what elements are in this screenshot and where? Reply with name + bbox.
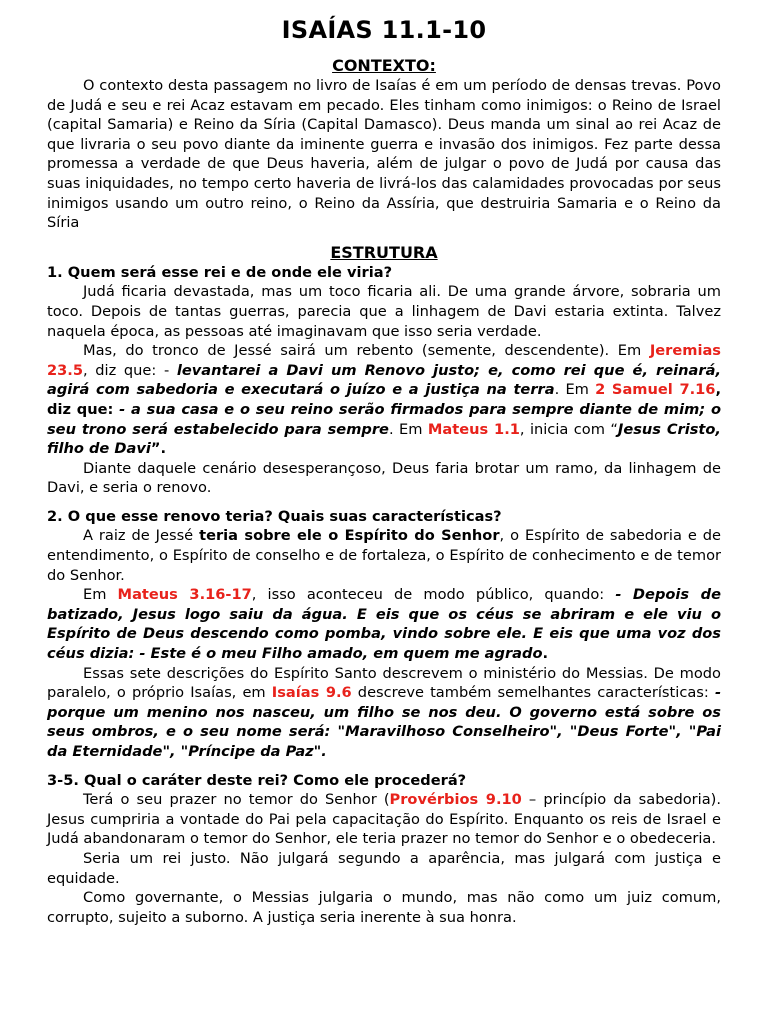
section-2-paragraph-1 — [47, 526, 721, 585]
quote: - Depois de batizado, Jesus logo saiu da água. E eis que os céus se abriram e ele viu o Espírito de Deus descendo como pomba, vindo sobre ele. E eis que uma voz dos céus dizia: - Este é o meu Filho amado, em quem me agrado — [47, 586, 721, 663]
text: , diz que: - — [83, 361, 177, 379]
quote: - a sua casa e o seu reino serão firmados para sempre diante de mim; o seu trono será estabelecido para sempre — [47, 400, 721, 438]
quote: Jesus Cristo, filho de Davi — [47, 420, 721, 458]
text: , o Espírito de sabedoria e de entendimento, o Espírito de conselho e de fortaleza, o Espírito de conhecimento e de temor do Senhor. — [47, 527, 721, 584]
bible-reference-isaias: Isaías 9.6 — [271, 684, 352, 702]
estrutura-heading: ESTRUTURA — [330, 242, 438, 262]
text: , diz que: — [47, 381, 722, 418]
page-title: ISAÍAS 11.1-10 — [281, 16, 487, 44]
bible-reference-proverbios: Provérbios 9.10 — [389, 791, 522, 809]
text: descreve também semelhantes características: — [351, 684, 715, 702]
contexto-paragraph: O contexto desta passagem no livro de Isaías é em um período de densas trevas. Povo de Judá e seu e rei Acaz estavam em pecado. Eles tinham como inimigos: o Reino de Israel (capital Samaria) e Reino da Síria (Capital Damasco). Deus manda um sinal ao rei Acaz de que livraria o seu povo diante da iminente guerra e invasão dos inimigos. Fez parte dessa promessa a verdade de que Deus haveria, além de julgar o povo de Judá por causa das suas iniquidades, no tempo certo haveria de livrá-los das calamidades provocadas por seus inimigos usando um outro reino, o Reino da Assíria, que destruiria Samaria e o Reino da Síria — [47, 77, 721, 232]
section-1-paragraph-3: Diante daquele cenário desesperançoso, Deus faria brotar um ramo, da linhagem de Davi, e seria o renovo. — [47, 459, 721, 497]
section-3-paragraph-2: Seria um rei justo. Não julgará segundo a aparência, mas julgará com justiça e equidade. — [47, 849, 721, 887]
bible-reference-mateus: Mateus 3.16-17 — [117, 586, 252, 604]
text: Mas, do tronco de Jessé sairá um rebento (semente, descendente). Em — [83, 342, 650, 360]
bible-reference-samuel: 2 Samuel 7.16 — [595, 381, 716, 399]
contexto-heading: CONTEXTO: — [332, 56, 436, 75]
quote: levantarei a Davi um Renovo justo; e, como rei que é, reinará, agirá com sabedoria e executará o juízo e a justiça na terra — [47, 361, 721, 399]
bible-reference-jeremias: Jeremias 23.5 — [47, 342, 721, 379]
text: . — [542, 645, 549, 663]
quote: - porque um menino nos nasceu, um filho se nos deu. O governo está sobre os seus ombros, e o seu nome será: "Maravilhoso Conselheiro", "Deus Forte", "Pai da Eternidade", "Príncipe da Paz". — [47, 684, 721, 760]
section-1-question: 1. Quem será esse rei e de onde ele viria? — [47, 263, 393, 281]
section-1-paragraph-1: Judá ficaria devastada, mas um toco ficaria ali. De uma grande árvore, sobraria um toco. Depois de tantas guerras, parecia que a linhagem de Davi estaria extinta. Talvez naquela época, as pessoas até imaginavam que isso seria verdade. — [47, 283, 721, 340]
emphasis: teria sobre ele o Espírito do Senhor — [199, 527, 500, 545]
text: Em — [83, 586, 118, 604]
text: Terá o seu prazer no temor do Senhor ( — [83, 791, 390, 809]
text: , inicia com “ — [519, 420, 618, 438]
bible-reference-mateus: Mateus 1.1 — [427, 420, 520, 438]
section-2-paragraph-3 — [47, 664, 721, 762]
text: A raiz de Jessé — [83, 527, 200, 545]
text: , isso aconteceu de modo público, quando: — [251, 586, 616, 604]
section-1-paragraph-2 — [47, 341, 721, 459]
text: Essas sete descrições do Espírito Santo descrevem o ministério do Messias. De modo paralelo, o próprio Isaías, em — [47, 664, 721, 702]
section-3-question: 3-5. Qual o caráter deste rei? Como ele procederá? — [47, 771, 467, 789]
section-3-paragraph-3: Como governante, o Messias julgaria o mundo, mas não como um juiz comum, corrupto, sujeito a suborno. A justiça seria inerente à sua honra. — [47, 889, 721, 926]
text: . Em — [554, 381, 596, 399]
section-3-paragraph-1 — [47, 790, 721, 849]
section-2-question: 2. O que esse renovo teria? Quais suas características? — [47, 507, 502, 525]
text: ”. — [150, 440, 167, 458]
text: – princípio da sabedoria). Jesus cumpriria a vontade do Pai pela capacitação do Espírito. Enquanto os reis de Israel e Judá abandonaram o temor do Senhor, ele teria prazer no temor do Senhor e o obedeceria. — [47, 791, 721, 848]
section-2-paragraph-2 — [47, 585, 721, 663]
text: . Em — [388, 420, 428, 438]
